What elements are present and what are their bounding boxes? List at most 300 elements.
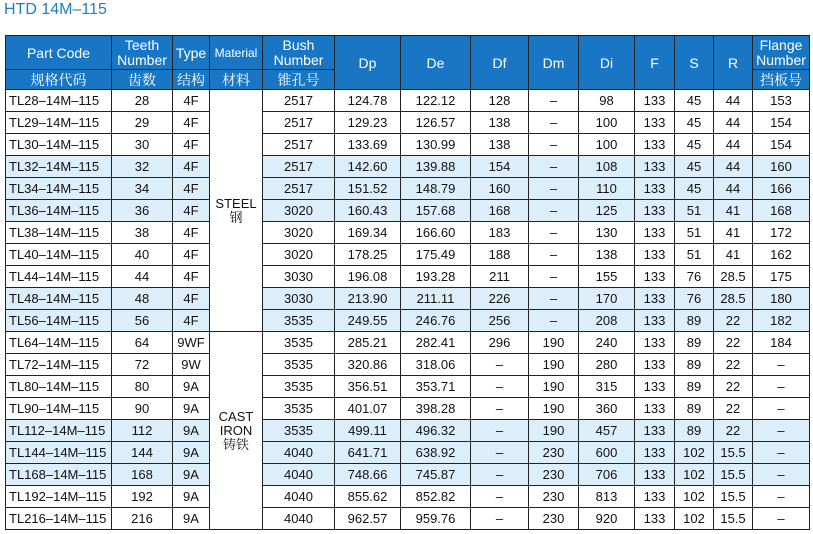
cell-de: 166.60 bbox=[401, 222, 471, 244]
cell-de: 353.71 bbox=[401, 376, 471, 398]
cell-bush: 3030 bbox=[263, 266, 335, 288]
cell-flange: 154 bbox=[753, 134, 810, 156]
cell-part: TL32–14M–115 bbox=[6, 156, 112, 178]
cell-bush: 2517 bbox=[263, 156, 335, 178]
cell-s: 89 bbox=[675, 420, 714, 442]
cell-part: TL48–14M–115 bbox=[6, 288, 112, 310]
cell-teeth: 38 bbox=[112, 222, 173, 244]
cell-r: 44 bbox=[714, 156, 753, 178]
cell-r: 44 bbox=[714, 112, 753, 134]
cell-dp: 356.51 bbox=[335, 376, 401, 398]
col-bush-cn: 锥孔号 bbox=[263, 70, 335, 90]
cell-de: 193.28 bbox=[401, 266, 471, 288]
table-row bbox=[6, 486, 810, 508]
cell-bush: 2517 bbox=[263, 90, 335, 112]
cell-di: 130 bbox=[579, 222, 635, 244]
cell-f: 133 bbox=[635, 464, 675, 486]
cell-f: 133 bbox=[635, 90, 675, 112]
cell-s: 102 bbox=[675, 486, 714, 508]
cell-f: 133 bbox=[635, 288, 675, 310]
cell-di: 100 bbox=[579, 112, 635, 134]
cell-bush: 3020 bbox=[263, 244, 335, 266]
cell-teeth: 34 bbox=[112, 178, 173, 200]
cell-bush: 4040 bbox=[263, 442, 335, 464]
col-bush: Bush Number bbox=[263, 36, 335, 70]
cell-dp: 320.86 bbox=[335, 354, 401, 376]
cell-flange: 160 bbox=[753, 156, 810, 178]
cell-dm: – bbox=[529, 134, 579, 156]
cell-s: 89 bbox=[675, 332, 714, 354]
cell-f: 133 bbox=[635, 486, 675, 508]
material-steel-cn: 钢 bbox=[229, 209, 243, 225]
cell-df: 138 bbox=[471, 112, 529, 134]
col-material-cn: 材料 bbox=[210, 70, 263, 90]
cell-dm: – bbox=[529, 178, 579, 200]
cell-f: 133 bbox=[635, 310, 675, 332]
material-steel bbox=[210, 90, 263, 332]
cell-s: 45 bbox=[675, 90, 714, 112]
cell-di: 600 bbox=[579, 442, 635, 464]
cell-part: TL56–14M–115 bbox=[6, 310, 112, 332]
col-flange-cn: 挡板号 bbox=[753, 70, 810, 90]
cell-flange: – bbox=[753, 398, 810, 420]
cell-dm: 230 bbox=[529, 508, 579, 530]
col-part-code-cn: 规格代码 bbox=[6, 70, 112, 90]
cell-type: 4F bbox=[173, 266, 210, 288]
cell-dp: 178.25 bbox=[335, 244, 401, 266]
cell-teeth: 192 bbox=[112, 486, 173, 508]
cell-flange: – bbox=[753, 376, 810, 398]
cell-dm: – bbox=[529, 90, 579, 112]
cell-s: 51 bbox=[675, 244, 714, 266]
cell-flange: 184 bbox=[753, 332, 810, 354]
cell-type: 4F bbox=[173, 178, 210, 200]
cell-part: TL216–14M–115 bbox=[6, 508, 112, 530]
cell-dp: 213.90 bbox=[335, 288, 401, 310]
cell-df: 154 bbox=[471, 156, 529, 178]
cell-bush: 3535 bbox=[263, 398, 335, 420]
cell-di: 100 bbox=[579, 134, 635, 156]
cell-f: 133 bbox=[635, 134, 675, 156]
cell-flange: 182 bbox=[753, 310, 810, 332]
cell-flange: 153 bbox=[753, 90, 810, 112]
cell-type: 9A bbox=[173, 508, 210, 530]
cell-r: 41 bbox=[714, 244, 753, 266]
cell-dp: 133.69 bbox=[335, 134, 401, 156]
cell-part: TL72–14M–115 bbox=[6, 354, 112, 376]
cell-teeth: 64 bbox=[112, 332, 173, 354]
cell-dp: 855.62 bbox=[335, 486, 401, 508]
cell-di: 706 bbox=[579, 464, 635, 486]
table-row bbox=[6, 354, 810, 376]
cell-part: TL80–14M–115 bbox=[6, 376, 112, 398]
cell-s: 45 bbox=[675, 178, 714, 200]
cell-teeth: 36 bbox=[112, 200, 173, 222]
cell-dm: – bbox=[529, 288, 579, 310]
cell-r: 44 bbox=[714, 90, 753, 112]
cell-flange: – bbox=[753, 442, 810, 464]
cell-f: 133 bbox=[635, 420, 675, 442]
table-row bbox=[6, 464, 810, 486]
cell-dp: 285.21 bbox=[335, 332, 401, 354]
cell-r: 22 bbox=[714, 354, 753, 376]
header-row-english bbox=[6, 36, 810, 70]
cell-s: 89 bbox=[675, 310, 714, 332]
cell-di: 208 bbox=[579, 310, 635, 332]
table-body bbox=[6, 90, 810, 530]
cell-bush: 3535 bbox=[263, 354, 335, 376]
cell-part: TL30–14M–115 bbox=[6, 134, 112, 156]
cell-dm: – bbox=[529, 200, 579, 222]
cell-bush: 2517 bbox=[263, 112, 335, 134]
cell-bush: 3535 bbox=[263, 332, 335, 354]
cell-dm: – bbox=[529, 244, 579, 266]
table-row bbox=[6, 90, 810, 112]
cell-r: 15.5 bbox=[714, 508, 753, 530]
cell-bush: 2517 bbox=[263, 134, 335, 156]
cell-dp: 151.52 bbox=[335, 178, 401, 200]
cell-type: 4F bbox=[173, 222, 210, 244]
cell-df: – bbox=[471, 354, 529, 376]
cell-type: 9A bbox=[173, 420, 210, 442]
cell-f: 133 bbox=[635, 442, 675, 464]
col-di: Di bbox=[579, 36, 635, 90]
cell-s: 51 bbox=[675, 200, 714, 222]
cell-part: TL28–14M–115 bbox=[6, 90, 112, 112]
cell-s: 45 bbox=[675, 156, 714, 178]
col-type-cn: 结构 bbox=[173, 70, 210, 90]
cell-df: – bbox=[471, 398, 529, 420]
spec-table bbox=[5, 35, 810, 530]
cell-bush: 3030 bbox=[263, 288, 335, 310]
cell-dm: – bbox=[529, 156, 579, 178]
cell-flange: 166 bbox=[753, 178, 810, 200]
cell-type: 4F bbox=[173, 156, 210, 178]
cell-f: 133 bbox=[635, 332, 675, 354]
cell-df: – bbox=[471, 508, 529, 530]
cell-flange: – bbox=[753, 420, 810, 442]
cell-df: 168 bbox=[471, 200, 529, 222]
cell-df: – bbox=[471, 442, 529, 464]
cell-dp: 641.71 bbox=[335, 442, 401, 464]
cell-type: 9A bbox=[173, 376, 210, 398]
col-part-code: Part Code bbox=[6, 36, 112, 70]
cell-de: 126.57 bbox=[401, 112, 471, 134]
cell-flange: – bbox=[753, 508, 810, 530]
cell-teeth: 28 bbox=[112, 90, 173, 112]
cell-dm: 230 bbox=[529, 486, 579, 508]
cell-bush: 4040 bbox=[263, 508, 335, 530]
table-row bbox=[6, 376, 810, 398]
cell-dm: – bbox=[529, 222, 579, 244]
cell-dp: 169.34 bbox=[335, 222, 401, 244]
cell-s: 76 bbox=[675, 288, 714, 310]
cell-teeth: 56 bbox=[112, 310, 173, 332]
cell-teeth: 44 bbox=[112, 266, 173, 288]
cell-type: 4F bbox=[173, 288, 210, 310]
cell-flange: 175 bbox=[753, 266, 810, 288]
cell-teeth: 216 bbox=[112, 508, 173, 530]
cell-bush: 2517 bbox=[263, 178, 335, 200]
cell-type: 9A bbox=[173, 442, 210, 464]
col-teeth-cn: 齿数 bbox=[112, 70, 173, 90]
cell-de: 246.76 bbox=[401, 310, 471, 332]
cell-de: 122.12 bbox=[401, 90, 471, 112]
table-row bbox=[6, 420, 810, 442]
cell-flange: 180 bbox=[753, 288, 810, 310]
col-dp: Dp bbox=[335, 36, 401, 90]
cell-df: 183 bbox=[471, 222, 529, 244]
cell-part: TL44–14M–115 bbox=[6, 266, 112, 288]
cell-de: 175.49 bbox=[401, 244, 471, 266]
cell-de: 852.82 bbox=[401, 486, 471, 508]
cell-teeth: 32 bbox=[112, 156, 173, 178]
cell-bush: 3020 bbox=[263, 222, 335, 244]
table-row bbox=[6, 508, 810, 530]
cell-teeth: 80 bbox=[112, 376, 173, 398]
cell-type: 4F bbox=[173, 90, 210, 112]
cell-dm: – bbox=[529, 310, 579, 332]
material-steel-en: STEEL bbox=[215, 195, 257, 211]
cell-f: 133 bbox=[635, 398, 675, 420]
cell-dp: 401.07 bbox=[335, 398, 401, 420]
cell-s: 45 bbox=[675, 134, 714, 156]
cell-di: 155 bbox=[579, 266, 635, 288]
cell-r: 41 bbox=[714, 200, 753, 222]
material-cast-iron bbox=[210, 332, 263, 530]
cell-r: 22 bbox=[714, 310, 753, 332]
cell-flange: 172 bbox=[753, 222, 810, 244]
cell-part: TL90–14M–115 bbox=[6, 398, 112, 420]
cell-df: – bbox=[471, 486, 529, 508]
cell-r: 15.5 bbox=[714, 464, 753, 486]
cell-flange: 162 bbox=[753, 244, 810, 266]
cell-dm: 230 bbox=[529, 442, 579, 464]
table-row bbox=[6, 288, 810, 310]
cell-de: 139.88 bbox=[401, 156, 471, 178]
cell-s: 89 bbox=[675, 354, 714, 376]
cell-di: 280 bbox=[579, 354, 635, 376]
cell-flange: – bbox=[753, 354, 810, 376]
cell-flange: 168 bbox=[753, 200, 810, 222]
cell-part: TL40–14M–115 bbox=[6, 244, 112, 266]
cell-teeth: 144 bbox=[112, 442, 173, 464]
cell-teeth: 168 bbox=[112, 464, 173, 486]
cell-part: TL112–14M–115 bbox=[6, 420, 112, 442]
cell-de: 211.11 bbox=[401, 288, 471, 310]
cell-r: 22 bbox=[714, 332, 753, 354]
cell-di: 125 bbox=[579, 200, 635, 222]
cell-de: 638.92 bbox=[401, 442, 471, 464]
cell-part: TL144–14M–115 bbox=[6, 442, 112, 464]
table-row bbox=[6, 178, 810, 200]
material-cast-en: CAST bbox=[218, 408, 254, 424]
cell-dm: 190 bbox=[529, 332, 579, 354]
cell-bush: 3535 bbox=[263, 376, 335, 398]
cell-di: 457 bbox=[579, 420, 635, 442]
col-r: R bbox=[714, 36, 753, 90]
table-row bbox=[6, 200, 810, 222]
cell-r: 28.5 bbox=[714, 288, 753, 310]
cell-f: 133 bbox=[635, 200, 675, 222]
cell-part: TL38–14M–115 bbox=[6, 222, 112, 244]
cell-f: 133 bbox=[635, 376, 675, 398]
cell-di: 240 bbox=[579, 332, 635, 354]
cell-df: 296 bbox=[471, 332, 529, 354]
col-type: Type bbox=[173, 36, 210, 70]
cell-type: 9WF bbox=[173, 332, 210, 354]
table-row bbox=[6, 112, 810, 134]
cell-s: 89 bbox=[675, 376, 714, 398]
material-iron-en: IRON bbox=[219, 422, 253, 438]
cell-type: 4F bbox=[173, 200, 210, 222]
cell-part: TL29–14M–115 bbox=[6, 112, 112, 134]
cell-type: 9W bbox=[173, 354, 210, 376]
cell-de: 282.41 bbox=[401, 332, 471, 354]
table-row bbox=[6, 266, 810, 288]
cell-part: TL34–14M–115 bbox=[6, 178, 112, 200]
cell-f: 133 bbox=[635, 156, 675, 178]
cell-teeth: 29 bbox=[112, 112, 173, 134]
cell-teeth: 90 bbox=[112, 398, 173, 420]
table-row bbox=[6, 310, 810, 332]
cell-r: 22 bbox=[714, 376, 753, 398]
cell-flange: – bbox=[753, 486, 810, 508]
cell-dp: 962.57 bbox=[335, 508, 401, 530]
cell-df: 226 bbox=[471, 288, 529, 310]
cell-df: 138 bbox=[471, 134, 529, 156]
cell-de: 496.32 bbox=[401, 420, 471, 442]
cell-r: 28.5 bbox=[714, 266, 753, 288]
cell-di: 110 bbox=[579, 178, 635, 200]
cell-dp: 124.78 bbox=[335, 90, 401, 112]
cell-bush: 4040 bbox=[263, 486, 335, 508]
cell-dp: 499.11 bbox=[335, 420, 401, 442]
cell-f: 133 bbox=[635, 112, 675, 134]
cell-r: 15.5 bbox=[714, 486, 753, 508]
cell-dm: 190 bbox=[529, 354, 579, 376]
cell-dm: 230 bbox=[529, 464, 579, 486]
cell-df: 256 bbox=[471, 310, 529, 332]
col-material: Material bbox=[210, 36, 263, 70]
cell-de: 148.79 bbox=[401, 178, 471, 200]
cell-de: 318.06 bbox=[401, 354, 471, 376]
cell-s: 102 bbox=[675, 508, 714, 530]
cell-flange: 154 bbox=[753, 112, 810, 134]
table-row bbox=[6, 332, 810, 354]
table-row bbox=[6, 134, 810, 156]
cell-s: 76 bbox=[675, 266, 714, 288]
cell-type: 4F bbox=[173, 112, 210, 134]
cell-di: 920 bbox=[579, 508, 635, 530]
cell-bush: 3535 bbox=[263, 420, 335, 442]
cell-teeth: 112 bbox=[112, 420, 173, 442]
table-row bbox=[6, 442, 810, 464]
col-dm: Dm bbox=[529, 36, 579, 90]
cell-part: TL36–14M–115 bbox=[6, 200, 112, 222]
col-flange: Flange Number bbox=[753, 36, 810, 70]
cell-df: 188 bbox=[471, 244, 529, 266]
cell-part: TL168–14M–115 bbox=[6, 464, 112, 486]
cell-di: 108 bbox=[579, 156, 635, 178]
cell-teeth: 72 bbox=[112, 354, 173, 376]
cell-f: 133 bbox=[635, 508, 675, 530]
cell-df: – bbox=[471, 464, 529, 486]
col-f: F bbox=[635, 36, 675, 90]
cell-f: 133 bbox=[635, 178, 675, 200]
col-df: Df bbox=[471, 36, 529, 90]
col-de: De bbox=[401, 36, 471, 90]
cell-teeth: 30 bbox=[112, 134, 173, 156]
cell-df: – bbox=[471, 376, 529, 398]
cell-dm: 190 bbox=[529, 398, 579, 420]
cell-teeth: 40 bbox=[112, 244, 173, 266]
cell-dp: 249.55 bbox=[335, 310, 401, 332]
cell-di: 98 bbox=[579, 90, 635, 112]
cell-de: 157.68 bbox=[401, 200, 471, 222]
table-row bbox=[6, 244, 810, 266]
cell-bush: 3020 bbox=[263, 200, 335, 222]
cell-r: 15.5 bbox=[714, 442, 753, 464]
cell-r: 44 bbox=[714, 134, 753, 156]
cell-di: 813 bbox=[579, 486, 635, 508]
table-row bbox=[6, 398, 810, 420]
cell-df: – bbox=[471, 420, 529, 442]
cell-s: 102 bbox=[675, 442, 714, 464]
cell-de: 959.76 bbox=[401, 508, 471, 530]
cell-r: 22 bbox=[714, 420, 753, 442]
cell-df: 128 bbox=[471, 90, 529, 112]
cell-bush: 4040 bbox=[263, 464, 335, 486]
cell-type: 4F bbox=[173, 244, 210, 266]
cell-s: 102 bbox=[675, 464, 714, 486]
cell-de: 398.28 bbox=[401, 398, 471, 420]
cell-dp: 748.66 bbox=[335, 464, 401, 486]
cell-dm: 190 bbox=[529, 376, 579, 398]
cell-f: 133 bbox=[635, 354, 675, 376]
cell-type: 9A bbox=[173, 398, 210, 420]
cell-df: 211 bbox=[471, 266, 529, 288]
cell-flange: – bbox=[753, 464, 810, 486]
cell-df: 160 bbox=[471, 178, 529, 200]
cell-part: TL64–14M–115 bbox=[6, 332, 112, 354]
table-row bbox=[6, 222, 810, 244]
cell-f: 133 bbox=[635, 222, 675, 244]
cell-type: 9A bbox=[173, 486, 210, 508]
cell-dp: 142.60 bbox=[335, 156, 401, 178]
cell-dm: 190 bbox=[529, 420, 579, 442]
cell-s: 89 bbox=[675, 398, 714, 420]
cell-dp: 129.23 bbox=[335, 112, 401, 134]
cell-di: 138 bbox=[579, 244, 635, 266]
cell-type: 4F bbox=[173, 134, 210, 156]
cell-dm: – bbox=[529, 112, 579, 134]
cell-part: TL192–14M–115 bbox=[6, 486, 112, 508]
cell-dp: 196.08 bbox=[335, 266, 401, 288]
cell-f: 133 bbox=[635, 266, 675, 288]
cell-r: 41 bbox=[714, 222, 753, 244]
col-teeth: Teeth Number bbox=[112, 36, 173, 70]
cell-s: 51 bbox=[675, 222, 714, 244]
page-title: HTD 14M–115 bbox=[4, 1, 107, 18]
cell-di: 170 bbox=[579, 288, 635, 310]
material-cast-cn: 铸铁 bbox=[222, 436, 249, 452]
cell-teeth: 48 bbox=[112, 288, 173, 310]
cell-type: 4F bbox=[173, 310, 210, 332]
cell-de: 130.99 bbox=[401, 134, 471, 156]
cell-bush: 3535 bbox=[263, 310, 335, 332]
cell-r: 44 bbox=[714, 178, 753, 200]
